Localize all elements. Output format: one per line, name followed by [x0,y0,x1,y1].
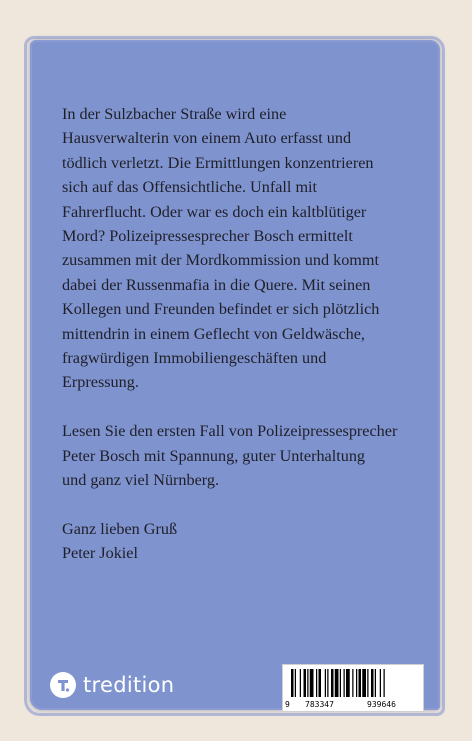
barcode-bar [352,669,353,697]
blurb-line: und ganz viel Nürnberg. [62,471,220,490]
tredition-logo-icon [50,672,76,698]
barcode-bar [335,669,339,697]
barcode-bar [384,669,385,697]
author-signature: Peter Jokiel [62,544,138,563]
blurb-line: dabei der Russenmafia in die Quere. Mit seinen [62,275,371,294]
blurb-line: mittendrin in einem Geflecht von Geldwäsche, [62,324,365,343]
blurb-signoff [62,517,434,566]
barcode-bar [344,669,345,697]
blurb-line: zusammen mit der Mordkommission und kommt [62,251,379,270]
blurb-line: fragwürdigen Immobiliengeschäften und [62,349,327,368]
barcode-bar [316,669,317,697]
barcode-bar [331,669,334,697]
barcode-bar [300,669,301,697]
blurb-line: Lesen Sie den ersten Fall von Polizeipressesprecher [62,422,398,441]
blurb-paragraph-2 [62,419,434,492]
blurb-paragraph-1 [62,102,434,395]
blurb-line: Hausverwalterin von einem Auto erfasst und [62,129,352,148]
barcode-bar [359,669,362,697]
barcode-bar [340,669,341,697]
isbn-group-2: 939646 [367,700,396,709]
blurb-line: Erpressung. [62,373,139,392]
barcode-bar [346,669,350,697]
blurb-line: sich auf das Offensichtliche. Unfall mit [62,178,318,197]
blurb-line: Mord? Polizeipressesprecher Bosch ermittelt [62,227,353,246]
barcode-bar [327,669,328,697]
barcode-bar [307,669,308,697]
blurb-line: In der Sulzbacher Straße wird eine [62,105,287,123]
barcode-bar [319,669,322,697]
barcode-bar [291,669,294,697]
blurb-line: tödlich verletzt. Die Ermittlungen konzentrieren [62,153,374,172]
isbn-group-1: 783347 [305,700,334,709]
blurb-line: Peter Bosch mit Spannung, guter Unterhaltung [62,446,366,465]
barcode-bar [380,669,381,697]
barcode-bars [291,669,417,697]
barcode-bar [356,669,357,697]
blurb-line: Fahrerflucht. Oder war es doch ein kaltblütiger [62,202,367,221]
blurb-line: Kollegen und Freunden befindet er sich plötzlich [62,300,380,319]
barcode-bar [295,669,296,697]
barcode-bar [304,669,307,697]
isbn-digit-first: 9 [285,700,290,709]
barcode-bar [310,669,314,697]
isbn-barcode [282,664,424,712]
publisher-logo [50,668,174,702]
barcode-bar [367,669,368,697]
barcode-bar [375,669,376,697]
publisher-name: tredition [83,673,175,697]
barcode-bar [325,669,326,697]
barcode-bar [371,669,374,697]
blurb-text [62,102,434,590]
closing-greeting: Ganz lieben Gruß [62,519,178,538]
barcode-bar [362,669,366,697]
